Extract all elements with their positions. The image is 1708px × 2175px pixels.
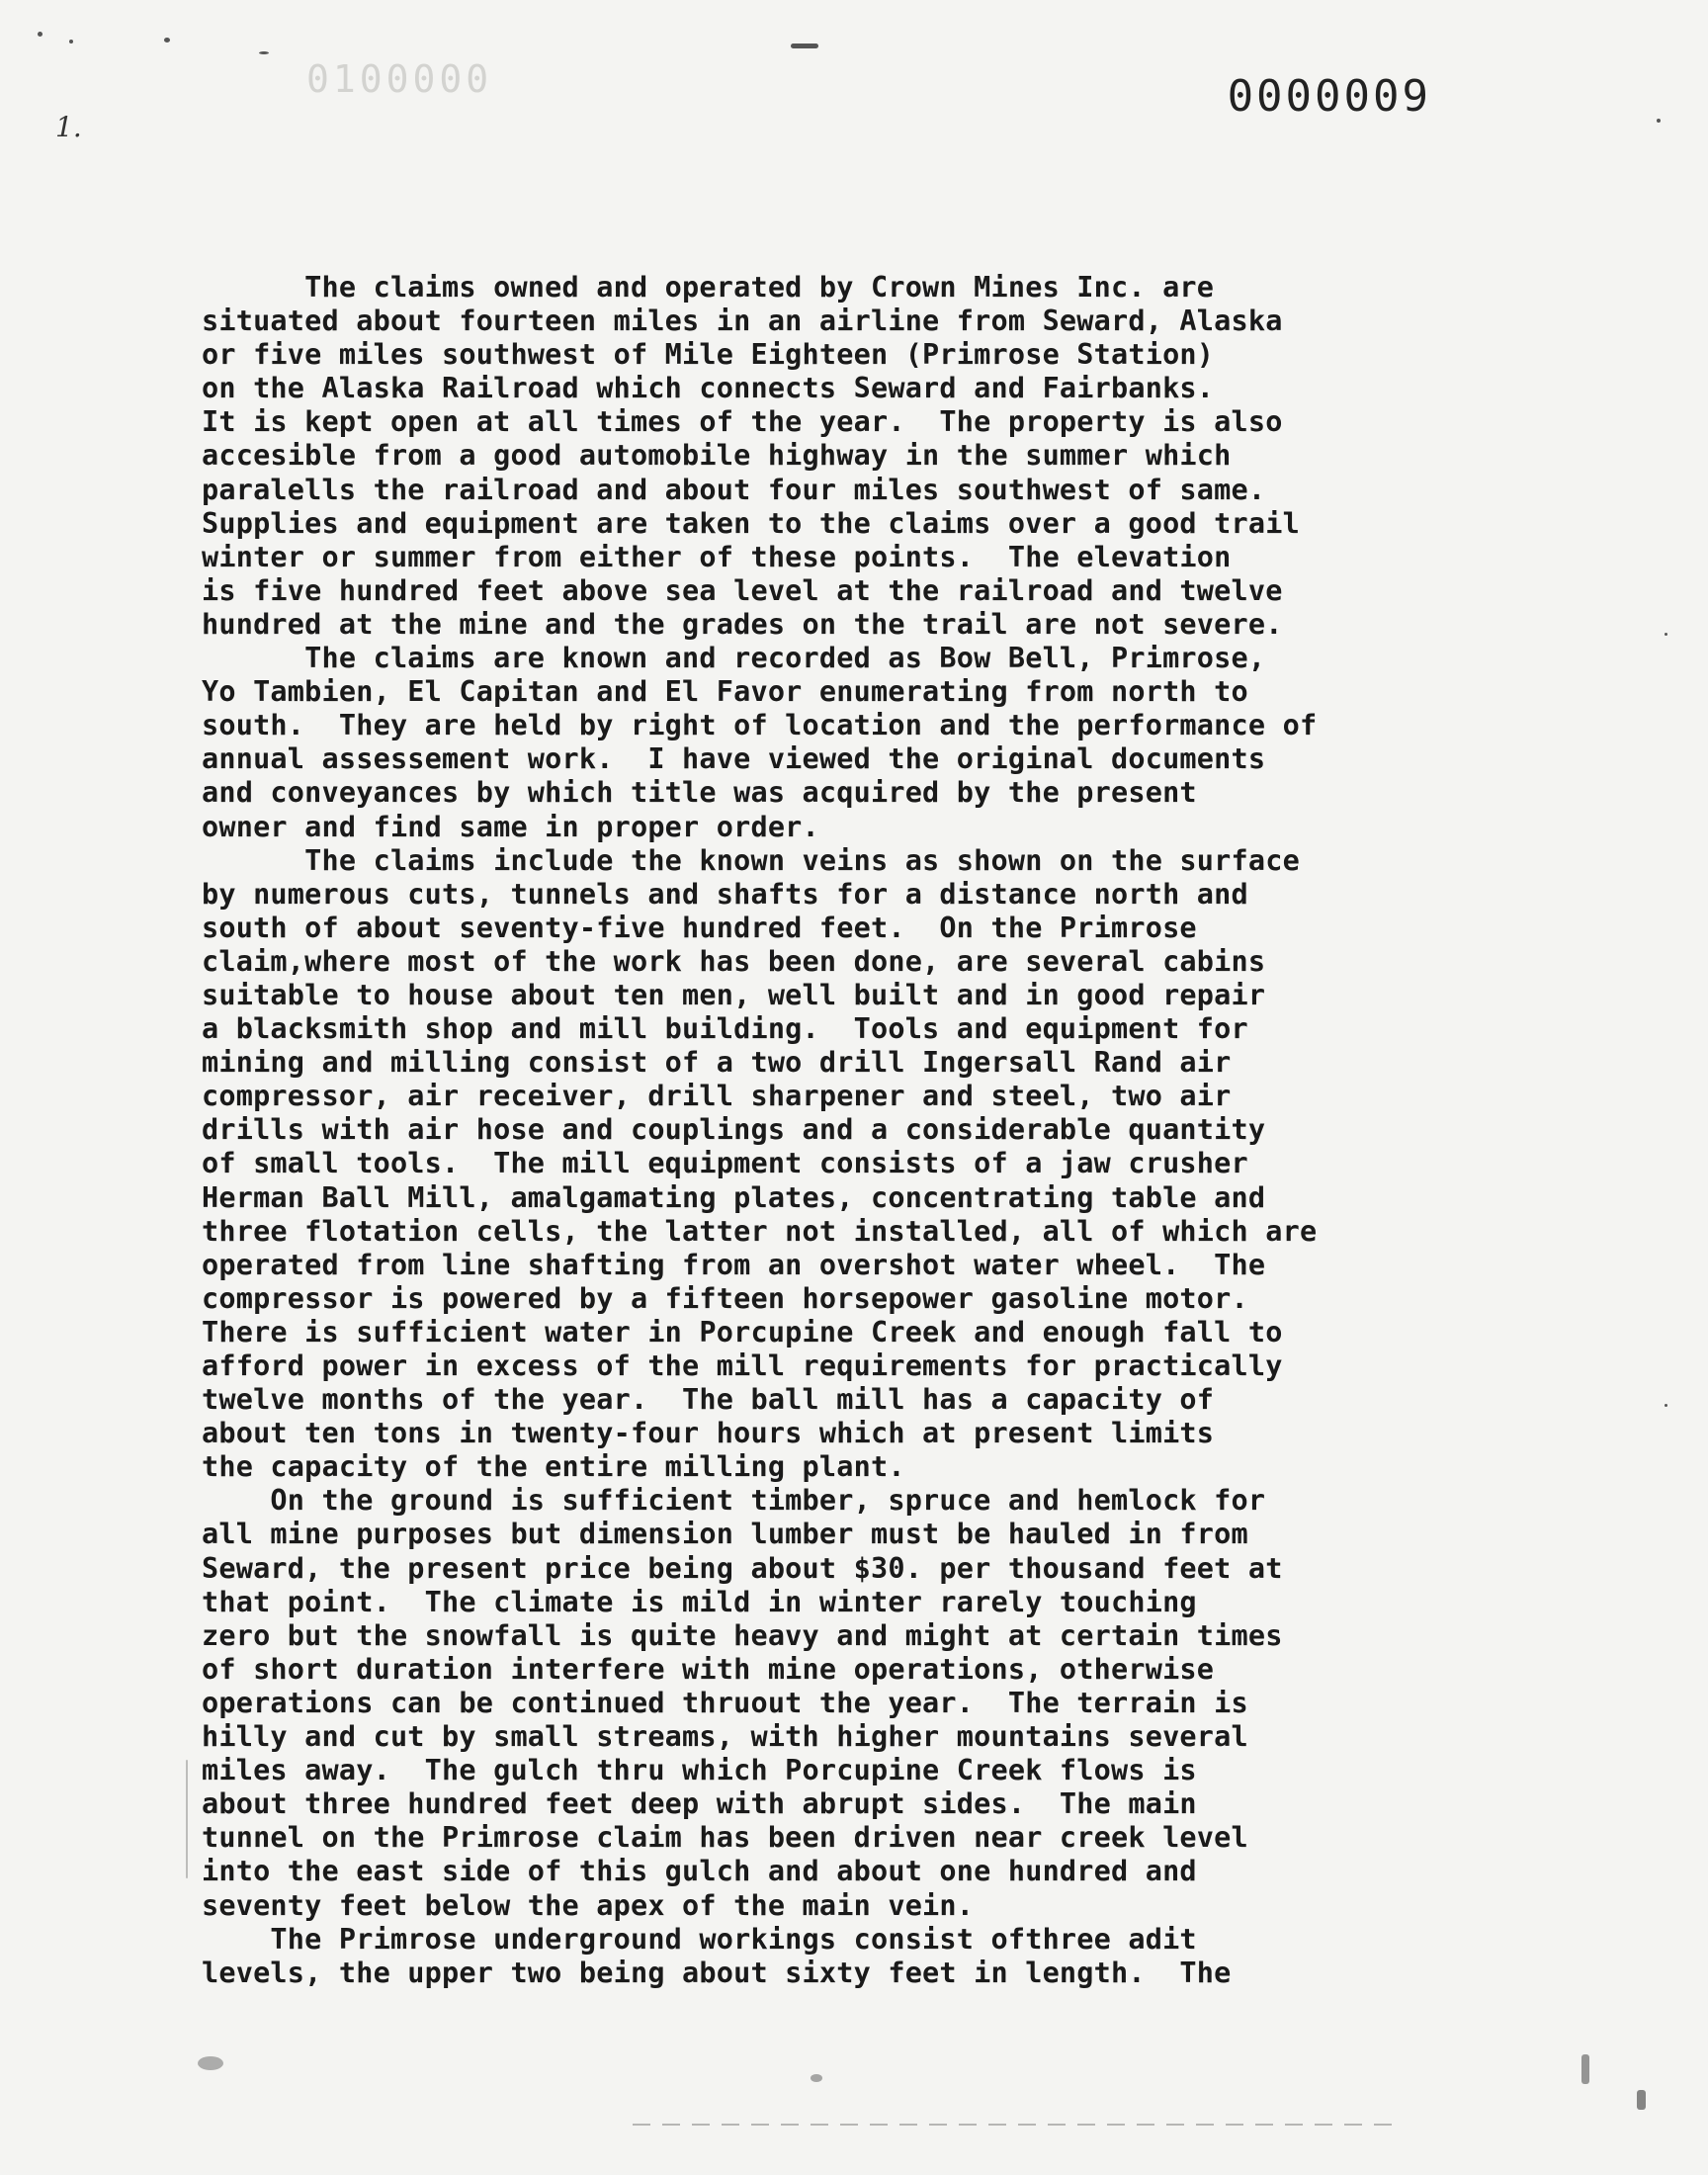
text-line: suitable to house about ten men, well built and in good repair <box>202 978 1266 1011</box>
text-line: owner and find same in proper order. <box>202 810 819 843</box>
scan-speck <box>198 2056 223 2070</box>
text-line: hundred at the mine and the grades on the trail are not severe. <box>202 607 1283 641</box>
text-line: Supplies and equipment are taken to the claims over a good trail <box>202 506 1300 540</box>
body-text <box>202 271 1546 1990</box>
text-line: about ten tons in twenty-four hours which at present limits <box>202 1417 1215 1450</box>
text-line: winter or summer from either of these points. The elevation <box>202 540 1232 573</box>
text-line: The Primrose underground workings consist ofthree adit <box>202 1922 1197 1956</box>
text-line: into the east side of this gulch and about one hundred and <box>202 1855 1197 1888</box>
scan-speck <box>1665 1404 1667 1407</box>
text-line: of small tools. The mill equipment consists of a jaw crusher <box>202 1147 1248 1180</box>
text-line: by numerous cuts, tunnels and shafts for a distance north and <box>202 877 1248 911</box>
scan-speck <box>259 51 269 54</box>
margin-mark: 1. <box>55 111 82 143</box>
scan-speck <box>1581 2054 1589 2084</box>
text-line: miles away. The gulch thru which Porcupine Creek flows is <box>202 1754 1197 1787</box>
text-line: is five hundred feet above sea level at the railroad and twelve <box>202 573 1283 607</box>
scan-speck <box>791 44 818 48</box>
text-line: paralells the railroad and about four miles southwest of same. <box>202 473 1266 506</box>
scan-speck <box>186 1760 188 1878</box>
text-line: The claims include the known veins as shown on the surface <box>202 843 1300 877</box>
text-line: about three hundred feet deep with abrupt sides. The main <box>202 1787 1197 1821</box>
text-line: compressor, air receiver, drill sharpener and steel, two air <box>202 1080 1232 1113</box>
text-line: all mine purposes but dimension lumber must be hauled in from <box>202 1518 1248 1551</box>
scan-speck <box>1657 119 1661 123</box>
scan-speck <box>38 32 43 37</box>
text-line: and conveyances by which title was acquired by the present <box>202 776 1197 810</box>
text-line: south of about seventy-five hundred feet. On the Primrose <box>202 911 1197 944</box>
text-line: levels, the upper two being about sixty feet in length. The <box>202 1956 1232 1989</box>
scan-speck <box>164 38 170 43</box>
text-line: The claims owned and operated by Crown Mines Inc. are <box>202 271 1215 304</box>
text-line: drills with air hose and couplings and a considerable quantity <box>202 1113 1266 1147</box>
text-line: Herman Ball Mill, amalgamating plates, concentrating table and <box>202 1180 1266 1214</box>
text-line: south. They are held by right of location and the performance of <box>202 709 1318 742</box>
text-line: afford power in excess of the mill requirements for practically <box>202 1349 1283 1382</box>
text-line: Yo Tambien, El Capitan and El Favor enumerating from north to <box>202 675 1248 709</box>
text-line: on the Alaska Railroad which connects Seward and Fairbanks. <box>202 372 1215 405</box>
text-line: operations can be continued thruout the year. The terrain is <box>202 1686 1248 1719</box>
text-line: There is sufficient water in Porcupine Creek and enough fall to <box>202 1315 1283 1348</box>
text-line: three flotation cells, the latter not installed, all of which are <box>202 1214 1318 1248</box>
text-line: accesible from a good automobile highway in the summer which <box>202 439 1232 473</box>
text-line: claim,where most of the work has been done, are several cabins <box>202 944 1266 978</box>
text-line: It is kept open at all times of the year. The property is also <box>202 405 1283 439</box>
scan-speck <box>69 40 73 44</box>
text-line: hilly and cut by small streams, with higher mountains several <box>202 1720 1248 1754</box>
text-line: or five miles southwest of Mile Eighteen (Primrose Station) <box>202 338 1215 372</box>
text-line: Seward, the present price being about $30. per thousand feet at <box>202 1551 1283 1585</box>
text-line: compressor is powered by a fifteen horsepower gasoline motor. <box>202 1281 1248 1315</box>
text-line: a blacksmith shop and mill building. Tools and equipment for <box>202 1012 1248 1046</box>
text-line: the capacity of the entire milling plant. <box>202 1450 905 1484</box>
faint-document-number: 0100000 <box>306 57 493 101</box>
scan-speck <box>811 2074 822 2082</box>
scan-speck <box>1637 2090 1646 2110</box>
text-line: twelve months of the year. The ball mill has a capacity of <box>202 1383 1215 1417</box>
text-line: seventy feet below the apex of the main vein. <box>202 1888 975 1922</box>
text-line: tunnel on the Primrose claim has been driven near creek level <box>202 1821 1248 1855</box>
text-line: The claims are known and recorded as Bow Bell, Primrose, <box>202 642 1266 675</box>
scan-line-artifact <box>633 2124 1404 2126</box>
text-line: of short duration interfere with mine operations, otherwise <box>202 1652 1215 1686</box>
text-line: operated from line shafting from an overshot water wheel. The <box>202 1248 1266 1281</box>
text-line: zero but the snowfall is quite heavy and might at certain times <box>202 1618 1283 1652</box>
page-number: 0000009 <box>1227 71 1431 122</box>
text-line: annual assessement work. I have viewed the original documents <box>202 742 1266 776</box>
text-line: On the ground is sufficient timber, spruce and hemlock for <box>202 1484 1266 1518</box>
scan-speck <box>1665 633 1667 636</box>
text-line: situated about fourteen miles in an airline from Seward, Alaska <box>202 304 1283 338</box>
text-line: that point. The climate is mild in winter rarely touching <box>202 1585 1197 1618</box>
text-line: mining and milling consist of a two drill Ingersall Rand air <box>202 1046 1232 1080</box>
